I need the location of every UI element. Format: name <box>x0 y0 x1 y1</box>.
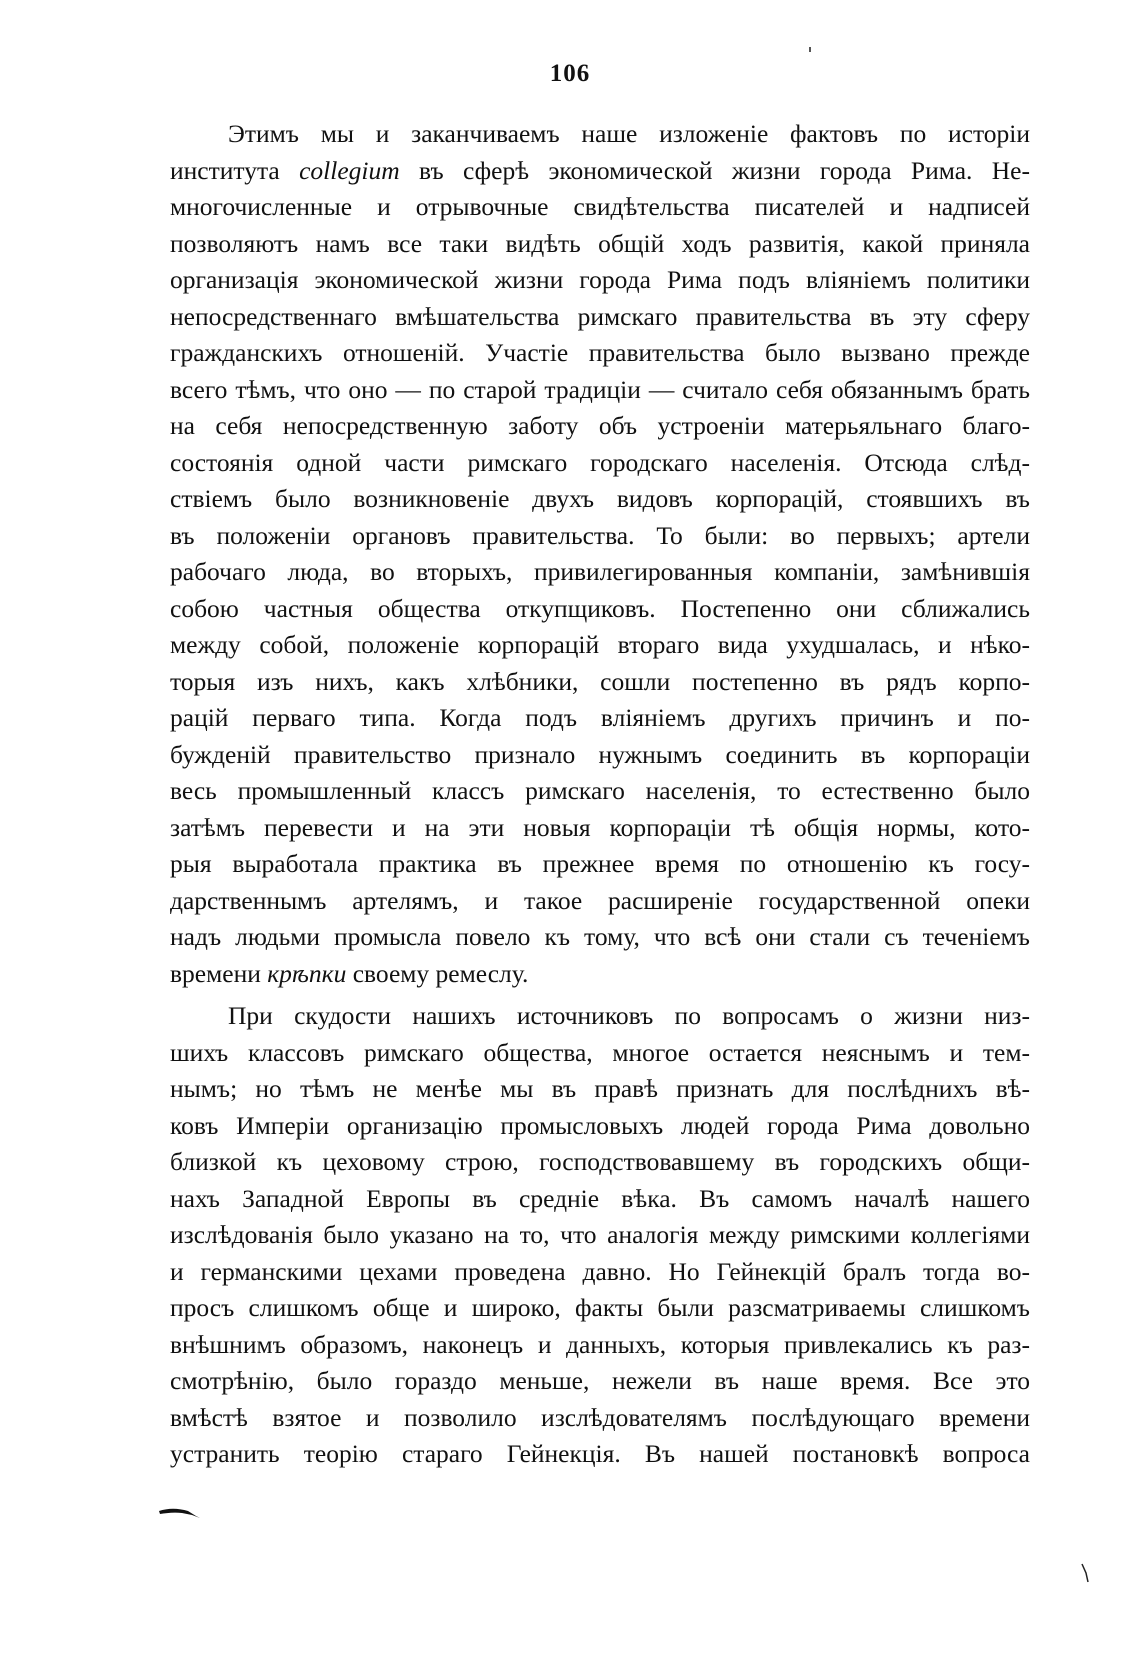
text-line: нымъ; но тѣмъ не менѣе мы въ правѣ признать для послѣднихъ вѣ- <box>170 1074 1030 1103</box>
text-line: рыя выработала практика въ прежнее время по отношенію къ госу- <box>170 849 1030 878</box>
text-line: состоянія одной части римскаго городскаго населенія. Отсюда слѣд- <box>170 447 1030 477</box>
text-line: ковъ Имперіи организацію промысловыхъ людей города Рима довольно <box>170 1110 1030 1140</box>
text-line: непосредственнаго вмѣшательства римскаго правительства въ эту сферу <box>170 301 1030 331</box>
speck-mark <box>808 40 812 46</box>
text-line: Этимъ мы и заканчиваемъ наше изложеніе фактовъ по исторіи <box>228 119 1030 148</box>
italic-term: collegium <box>299 155 400 185</box>
text-fragment: въ сферѣ экономической жизни города Рима. Не- <box>399 155 1030 185</box>
page-number: 106 <box>549 60 591 87</box>
italic-term: крѣпки <box>267 958 347 988</box>
text-line: бужденій правительство признало нужнымъ соединить въ корпораціи <box>170 739 1030 769</box>
text-line: близкой къ цеховому строю, господствовавшему въ городскихъ общи- <box>170 1147 1030 1176</box>
text-line: гражданскихъ отношеній. Участіе правительства было вызвано прежде <box>170 338 1030 367</box>
text-line: нахъ Западной Европы въ средніе вѣка. Въ самомъ началѣ нашего <box>170 1183 1030 1213</box>
text-line: просъ слишкомъ обще и широко, факты были разсматриваемы слишкомъ <box>170 1293 1030 1322</box>
text-line: собою частныя общества откупщиковъ. Постепенно они сближались <box>170 593 1030 623</box>
text-line: вмѣстѣ взятое и позволило изслѣдователямъ послѣдующаго времени <box>170 1402 1030 1432</box>
text-line: шихъ классовъ римскаго общества, многое остается неяснымъ и тем- <box>170 1037 1030 1067</box>
text-line: рацій перваго типа. Когда подъ вліяніемъ другихъ причинъ и по- <box>170 703 1030 732</box>
body-text <box>170 116 1030 1473</box>
paragraph-1 <box>170 116 1030 992</box>
text-line: устранить теорію стараго Гейнекція. Въ нашей постановкѣ вопроса <box>170 1439 1030 1468</box>
text-line: затѣмъ перевести и на эти новыя корпораціи тѣ общія нормы, кото- <box>170 812 1030 842</box>
text-line: рабочаго люда, во вторыхъ, привилегированныя компаніи, замѣнившія <box>170 557 1030 586</box>
text-line: внѣшнимъ образомъ, наконецъ и данныхъ, которыя привлекались къ раз- <box>170 1329 1030 1359</box>
text-line: весь промышленный классъ римскаго населенія, то естественно было <box>170 776 1030 805</box>
edge-tick-mark <box>1080 1563 1090 1583</box>
text-line: дарственнымъ артелямъ, и такое расширеніе государственной опеки <box>170 885 1030 915</box>
text-line: организація экономической жизни города Рима подъ вліяніемъ политики <box>170 265 1030 294</box>
text-line <box>170 956 1030 993</box>
text-line: многочисленные и отрывочные свидѣтельства писателей и надписей <box>170 192 1030 221</box>
text-line <box>170 153 1030 190</box>
text-line: При скудости нашихъ источниковъ по вопросамъ о жизни низ- <box>228 1001 1030 1030</box>
text-line: и германскими цехами проведена давно. Но Гейнекцій бралъ тогда во- <box>170 1256 1030 1286</box>
text-line: въ положеніи органовъ правительства. То были: во первыхъ; артели <box>170 520 1030 550</box>
text-line: всего тѣмъ, что оно — по старой традиціи — считало себя обязаннымъ брать <box>170 374 1030 404</box>
text-line: торыя изъ нихъ, какъ хлѣбники, сошли постепенно въ рядъ корпо- <box>170 666 1030 696</box>
text-line: между собой, положеніе корпорацій втораго вида ухудшалась, и нѣко- <box>170 630 1030 659</box>
text-line: изслѣдованія было указано на то, что аналогія между римскими коллегіями <box>170 1220 1030 1249</box>
text-line: смотрѣнію, было гораздо меньше, нежели въ наше время. Все это <box>170 1366 1030 1395</box>
ink-smudge-mark <box>158 1505 202 1519</box>
text-line: ствіемъ было возникновеніе двухъ видовъ корпорацій, стоявшихъ въ <box>170 484 1030 513</box>
text-line: позволяютъ намъ все таки видѣть общій ходъ развитія, какой приняла <box>170 228 1030 258</box>
text-line: на себя непосредственную заботу объ устроеніи матерьяльнаго благо- <box>170 411 1030 440</box>
text-line: надъ людьми промысла повело къ тому, что всѣ они стали съ теченіемъ <box>170 922 1030 951</box>
text-fragment: времени <box>170 958 268 988</box>
text-fragment: своему ремеслу. <box>346 958 529 988</box>
paragraph-2 <box>170 998 1030 1473</box>
text-fragment: института <box>170 155 300 185</box>
